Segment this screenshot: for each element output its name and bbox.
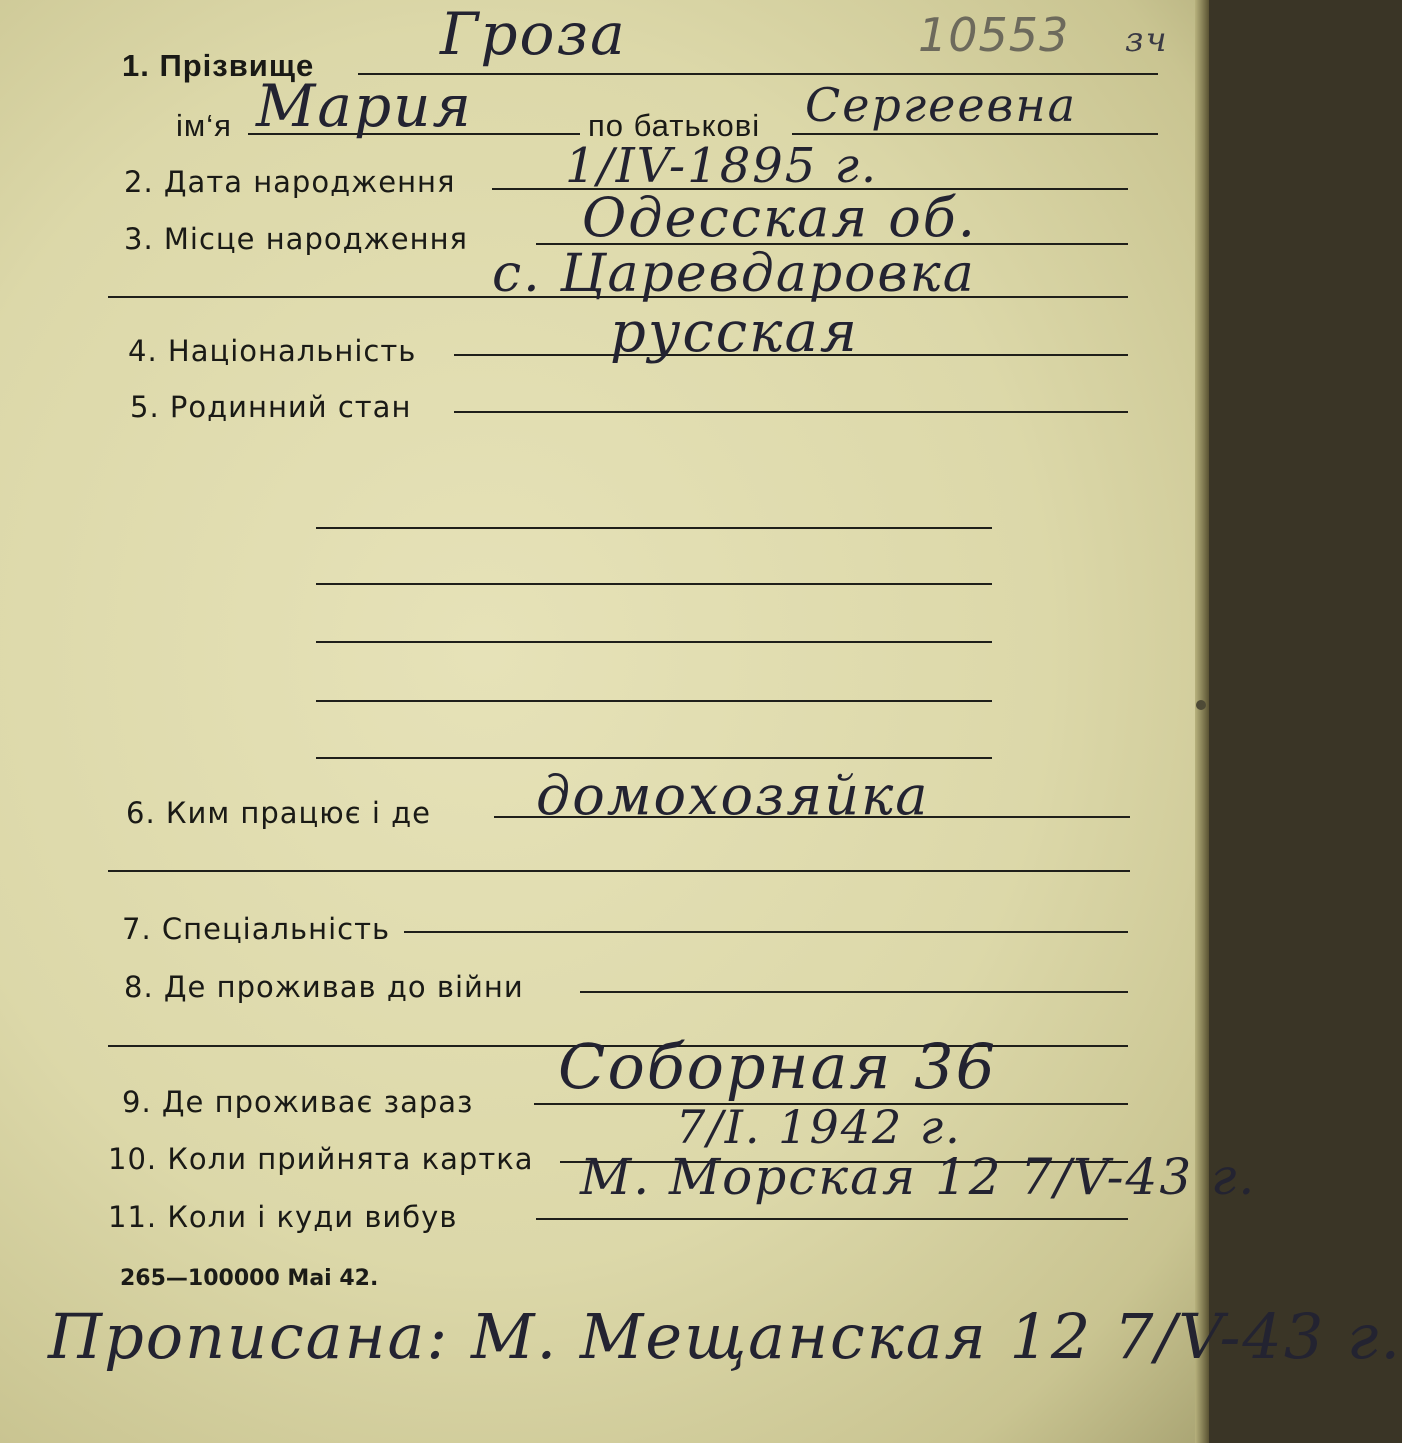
label-current-residence: 9. Де проживає зараз bbox=[122, 1085, 474, 1119]
punch-hole-mark bbox=[1196, 700, 1206, 710]
label-birth-date: 2. Дата народження bbox=[124, 165, 456, 199]
occupation-line-2 bbox=[108, 870, 1130, 872]
prewar-residence-line bbox=[580, 991, 1128, 993]
value-first-name: Мария bbox=[256, 72, 473, 140]
value-birth-place-2: с. Царевдаровка bbox=[492, 244, 976, 304]
label-birth-place: 3. Місце народження bbox=[124, 222, 468, 256]
footer-registration-note: Прописана: М. Мещанская 12 7/V-43 г. bbox=[48, 1300, 1402, 1373]
label-departed: 11. Коли і куди вибув bbox=[108, 1200, 458, 1234]
label-patronymic: по батькові bbox=[588, 108, 761, 143]
departed-line bbox=[536, 1218, 1128, 1220]
specialty-line bbox=[404, 931, 1128, 933]
print-run-note: 265—100000 Mai 42. bbox=[120, 1266, 379, 1291]
label-occupation: 6. Ким працює і де bbox=[126, 796, 432, 830]
child-4-line bbox=[316, 700, 992, 702]
child-5-line bbox=[316, 757, 992, 759]
label-nationality: 4. Національність bbox=[128, 334, 417, 368]
value-birth-place: Одесская об. bbox=[582, 186, 977, 249]
value-card-accepted: 7/I. 1942 г. bbox=[676, 1100, 962, 1154]
value-surname: Гроза bbox=[440, 0, 627, 68]
archive-number: 10553 bbox=[918, 8, 1070, 62]
label-card-accepted: 10. Коли прийнята картка bbox=[108, 1142, 534, 1176]
value-occupation: домохозяйка bbox=[536, 764, 930, 827]
card-edge bbox=[1195, 0, 1209, 1443]
value-birth-date: 1/IV-1895 г. bbox=[565, 138, 879, 194]
label-prewar-residence: 8. Де проживав до війни bbox=[124, 970, 524, 1004]
child-3-line bbox=[316, 641, 992, 643]
value-current-residence: Соборная 36 bbox=[558, 1030, 998, 1103]
child-2-line bbox=[316, 583, 992, 585]
value-nationality: русская bbox=[610, 300, 859, 365]
label-marital-status: 5. Родинний стан bbox=[130, 390, 412, 424]
label-first-name: ім‘я bbox=[176, 108, 232, 143]
child-1-line bbox=[316, 527, 992, 529]
label-specialty: 7. Спеціальність bbox=[122, 912, 391, 946]
surname-line bbox=[358, 73, 1158, 75]
label-surname: 1. Прізвище bbox=[122, 48, 315, 83]
patronymic-line bbox=[792, 133, 1158, 135]
value-patronymic: Сергеевна bbox=[805, 78, 1078, 132]
archive-suffix: зч bbox=[1125, 20, 1169, 60]
value-departed: М. Морская 12 7/V-43 г. bbox=[580, 1148, 1257, 1206]
marital-status-line bbox=[454, 411, 1128, 413]
